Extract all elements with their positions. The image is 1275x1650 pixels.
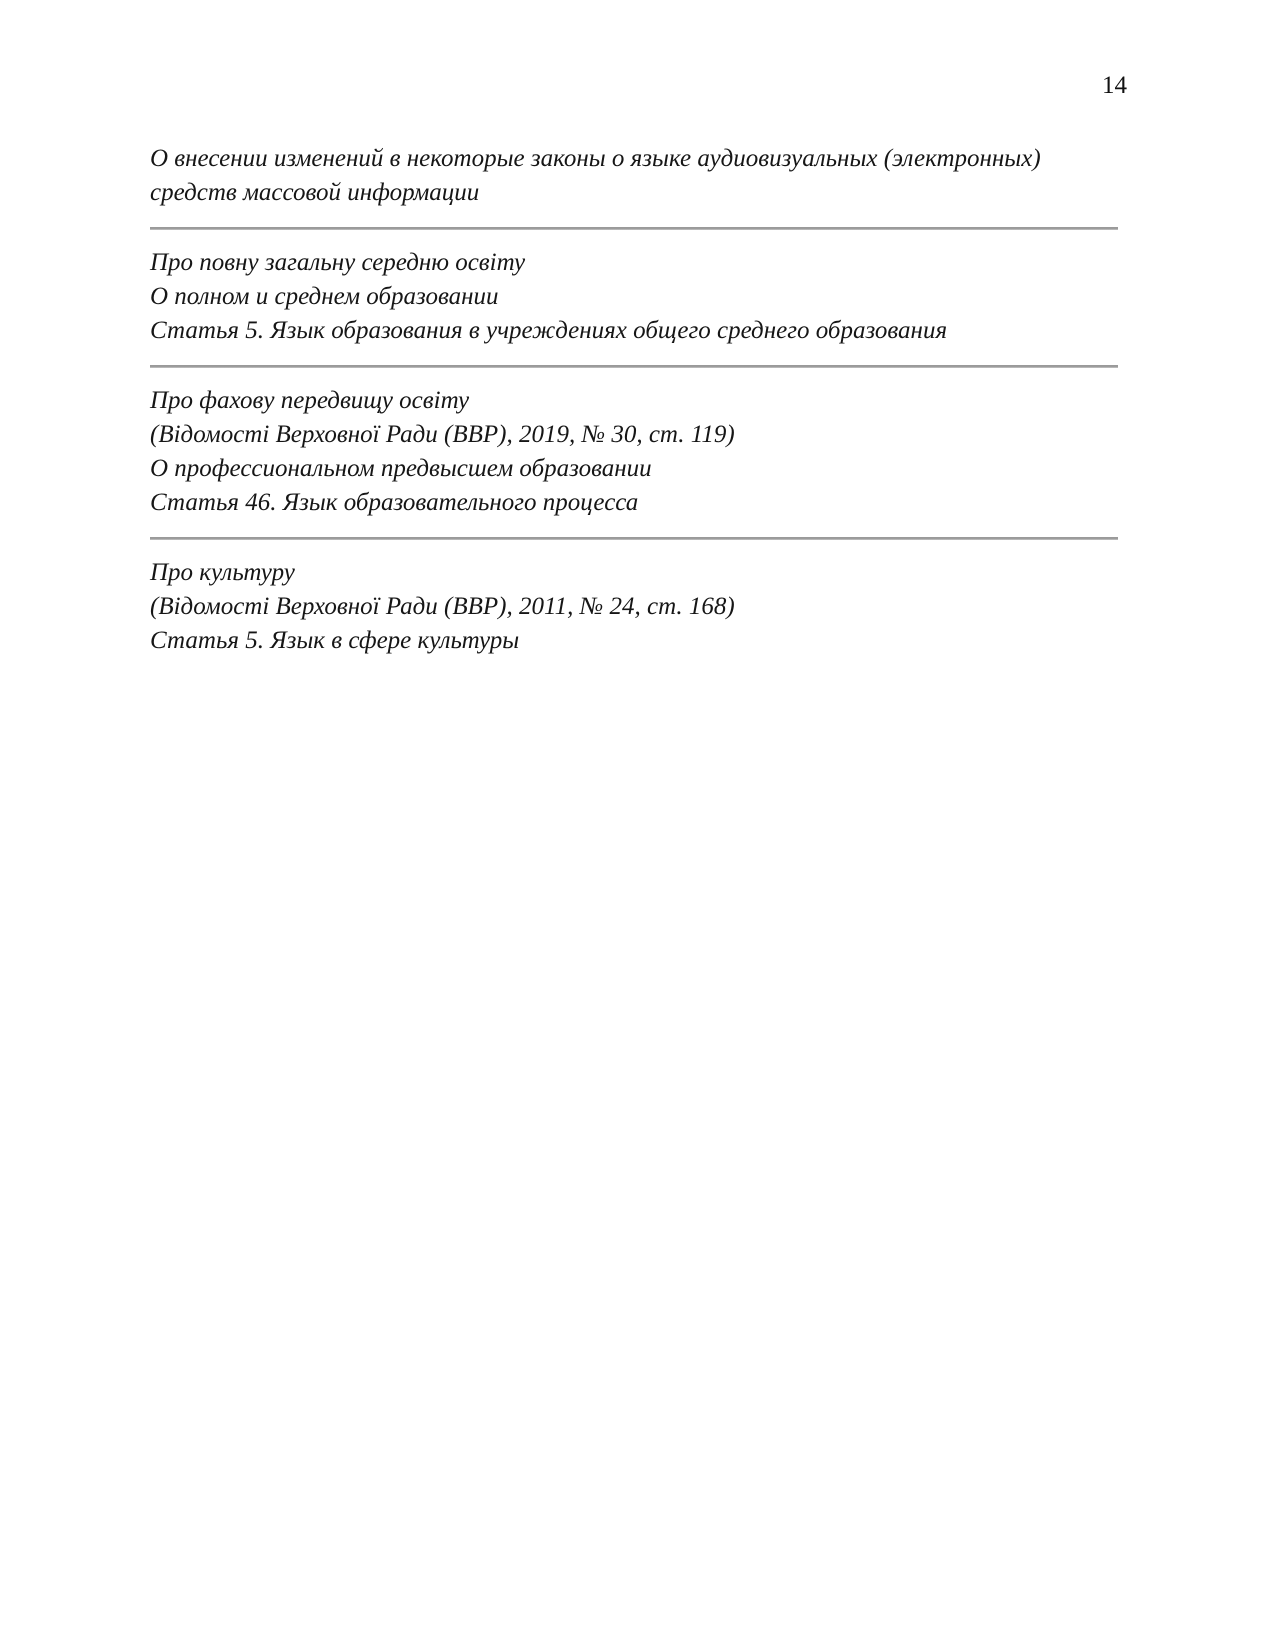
section-divider (150, 537, 1118, 540)
page-content (150, 142, 1120, 658)
section-divider (150, 365, 1118, 368)
law-reference-line: (Відомості Верховної Ради (ВВР), 2019, № 30, ст. 119) (150, 421, 735, 448)
law-title-line: О полном и среднем образовании (150, 283, 499, 310)
law-article-line: Статья 46. Язык образовательного процесса (150, 489, 639, 516)
law-title-line: О профессиональном предвысшем образовании (150, 455, 652, 482)
law-section-pre-higher-education (150, 384, 1120, 520)
law-reference-line: (Відомості Верховної Ради (ВВР), 2011, № 24, ст. 168) (150, 593, 735, 620)
law-section-secondary-education (150, 246, 1120, 348)
law-title-line: Про повну загальну середню освіту (150, 249, 526, 276)
law-article-line: Статья 5. Язык в сфере культуры (150, 627, 520, 654)
law-title-line: О внесении изменений в некоторые законы о языке аудиовизуальных (электронных) (150, 145, 1041, 172)
law-title-line: средств массовой информации (150, 179, 480, 206)
law-section-culture (150, 556, 1120, 658)
law-article-line: Статья 5. Язык образования в учреждениях общего среднего образования (150, 317, 948, 344)
law-section-media (150, 142, 1120, 210)
section-divider (150, 227, 1118, 230)
page-number: 14 (1102, 72, 1127, 99)
law-title-line: Про культуру (150, 559, 295, 586)
law-title-line: Про фахову передвищу освіту (150, 387, 470, 414)
